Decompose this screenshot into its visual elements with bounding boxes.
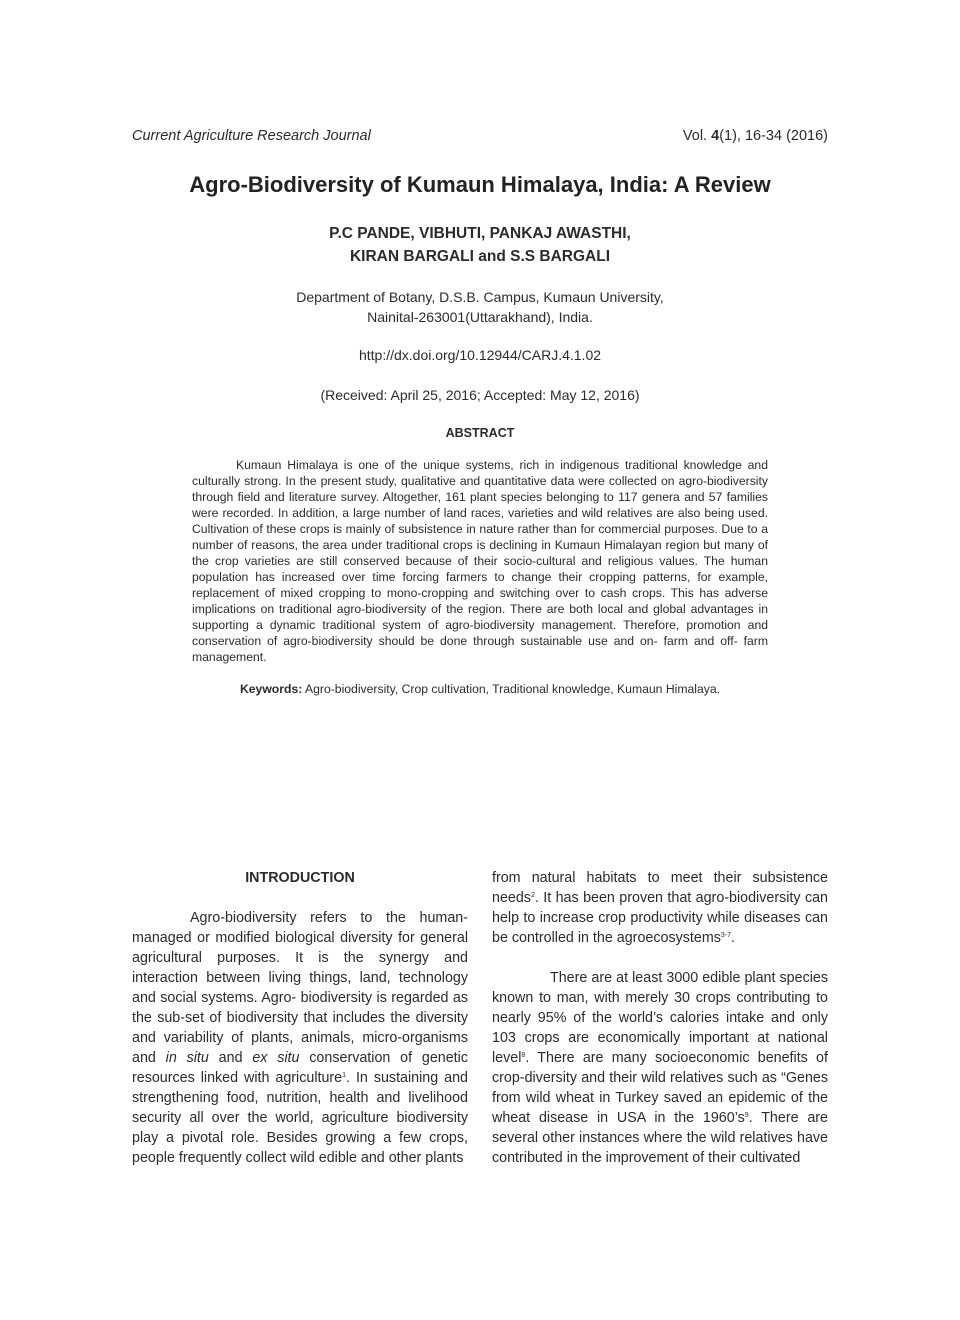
- intro-p1-cont-text-b: . It has been proven that agro-biodiversity can help to increase crop productivity while diseases can be controlled in the agroecosystems: [492, 890, 828, 946]
- intro-p1-cont-text-c: .: [731, 930, 735, 946]
- intro-p1-exsitu: ex situ: [252, 1050, 300, 1066]
- keywords-text: Agro-biodiversity, Crop cultivation, Traditional knowledge, Kumaun Himalaya.: [302, 682, 721, 696]
- affiliation-line-2: Nainital-263001(Uttarakhand), India.: [367, 309, 593, 325]
- affiliation-line-1: Department of Botany, D.S.B. Campus, Kumaun University,: [296, 289, 664, 305]
- volume-prefix: Vol.: [682, 128, 712, 144]
- author-list: [180, 222, 780, 268]
- citation-8: 8: [521, 1052, 526, 1059]
- intro-p1-text-c: . In sustaining and strengthening food, nutrition, health and livelihood security all over the world, agriculture biodiversity play a pivotal role. Besides growing a few crops, people frequently collect wild edible and other plants: [132, 1070, 468, 1166]
- running-head: [132, 128, 828, 150]
- article-title: Agro-Biodiversity of Kumaun Himalaya, India: A Review: [189, 172, 771, 197]
- intro-p2-text-c: . There are several other instances where the wild relatives have contributed in the improvement of their cultivated: [492, 1110, 828, 1166]
- column-left: [132, 868, 468, 1168]
- doi-link[interactable]: http://dx.doi.org/10.12944/CARJ.4.1.02: [358, 347, 602, 363]
- section-heading-introduction: INTRODUCTION: [245, 870, 355, 886]
- keywords-label: Keywords:: [239, 682, 303, 696]
- affiliation: [180, 287, 780, 327]
- intro-paragraph-2: [492, 968, 828, 1168]
- citation-9: 9: [744, 1112, 749, 1119]
- intro-p2-text-b: . There are many socioeconomic benefits of crop-diversity and their wild relatives such as “Genes from wild wheat in Turkey saved an epidemic of the wheat disease in USA in the 1960’s: [492, 1050, 828, 1126]
- intro-p1-insitu: in situ: [165, 1050, 209, 1066]
- citation-2: 2: [530, 892, 535, 899]
- column-right: [492, 868, 828, 1168]
- intro-p1-text-b: conservation of genetic resources linked with agriculture: [132, 1050, 468, 1086]
- journal-volume: [683, 128, 828, 144]
- volume-number: 4: [711, 128, 720, 144]
- intro-p1-text-a: Agro-biodiversity refers to the human-managed or modified biological diversity for general agricultural purposes. It is the synergy and interaction between living things, land, technology and social systems. Agro- biodiversity is regarded as the sub-set of biodiversity that includes the diversity and variability of plants, animals, micro-organisms and: [132, 910, 468, 1066]
- author-line-1: P.C PANDE, VIBHUTI, PANKAJ AWASTHI,: [329, 225, 631, 242]
- abstract-heading: ABSTRACT: [445, 426, 515, 440]
- intro-paragraph-1: [132, 908, 468, 1168]
- received-dates: (Received: April 25, 2016; Accepted: May 12, 2016): [320, 387, 640, 403]
- volume-issue-pages: (1), 16-34 (2016): [719, 128, 828, 144]
- abstract-text: Kumaun Himalaya is one of the unique systems, rich in indigenous traditional knowledge and culturally strong. In the present study, qualitative and quantitative data were collected on agro-biodiversity through field and literature survey. Altogether, 161 plant species belonging to 117 genera and 57 families were recorded. In addition, a large number of land races, varieties and wild relatives are also being used. Cultivation of these crops is mainly of subsistence in nature rather than for commercial purposes. Due to a number of reasons, the area under traditional crops is declining in Kumaun Himalayan region but many of the crop varieties are still conserved because of their socio-cultural and religious values. The human population has increased over time forcing farmers to change their cropping patterns, for example, replacement of mixed cropping to mono-cropping and switching over to cash crops. This has adverse implications on traditional agro-biodiversity of the region. There are both local and global advantages in supporting a dynamic traditional system of agro-biodiversity management. Therefore, promotion and conservation of agro-biodiversity should be done through sustainable use and on- farm and off- farm management.: [192, 458, 768, 664]
- intro-p2-text-a: There are at least 3000 edible plant species known to man, with merely 30 crops contributing to nearly 95% of the world’s calories intake and only 103 crops are economically important at national level: [492, 970, 828, 1066]
- journal-name: Current Agriculture Research Journal: [132, 128, 371, 144]
- citation-3-7: 3-7: [720, 932, 732, 939]
- author-line-2: KIRAN BARGALI and S.S BARGALI: [349, 248, 611, 265]
- citation-1: 1: [342, 1072, 347, 1079]
- keywords: [192, 681, 768, 697]
- intro-p1-and: and: [208, 1050, 253, 1066]
- intro-paragraph-1-continued: [492, 868, 828, 948]
- intro-p1-cont-text-a: from natural habitats to meet their subsistence needs: [492, 870, 828, 906]
